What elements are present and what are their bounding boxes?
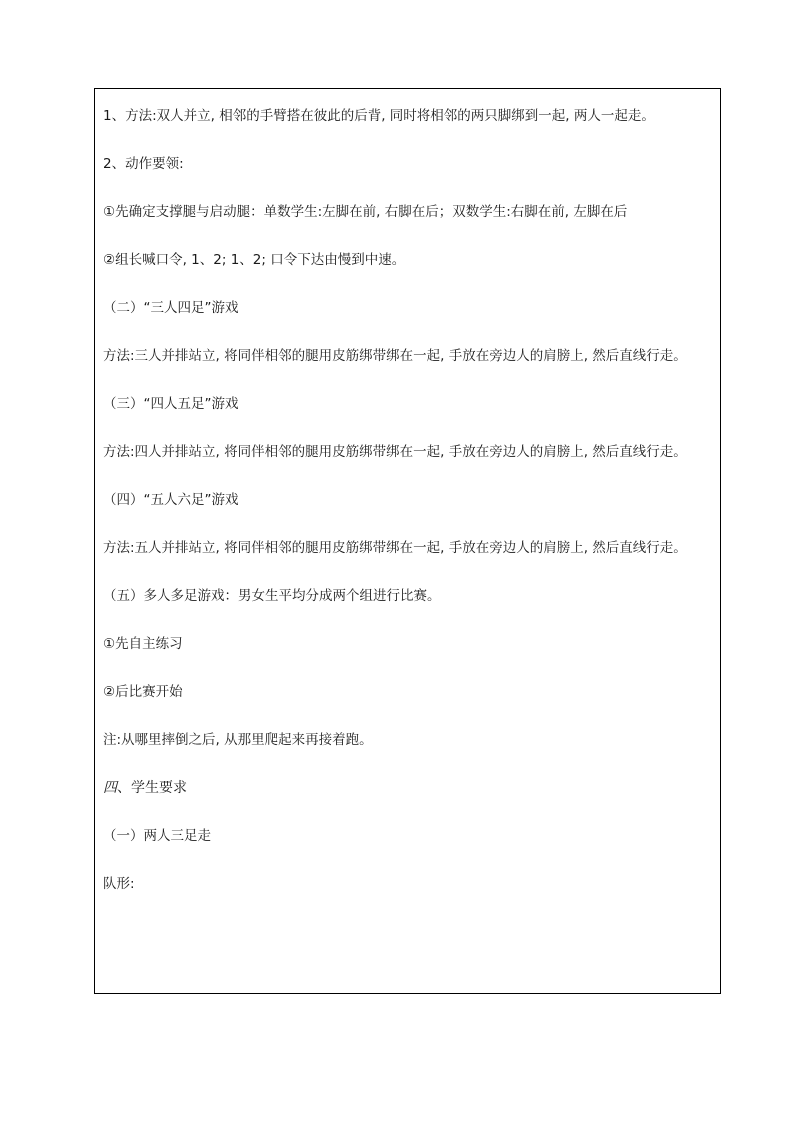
section-three-person-four-feet: （二）“三人四足”游戏 [103, 300, 239, 316]
heading-student-requirements [103, 773, 710, 804]
step-self-practice: ①先自主练习 [103, 636, 183, 652]
action-essentials-label: 2、动作要领: [103, 156, 184, 172]
method-two-person: 1、方法:双人并立, 相邻的手臂搭在彼此的后背, 同时将相邻的两只脚绑到一起, 两人一起走。 [103, 108, 655, 124]
section-two-person-three-feet: （一）两人三足走 [103, 828, 211, 844]
method-four-person: 方法:四人并排站立, 将同伴相邻的腿用皮筋绑带绑在一起, 手放在旁边人的肩膀上, 然后直线行走。 [103, 444, 687, 460]
heading-text: 、学生要求 [117, 780, 187, 796]
heading-number: 四 [103, 780, 117, 796]
note-fall-recover: 注:从哪里摔倒之后, 从那里爬起来再接着跑。 [103, 732, 373, 748]
step-support-leg: ①先确定支撑腿与启动腿：单数学生:左脚在前, 右脚在后；双数学生:右脚在前, 左脚在后 [103, 204, 628, 220]
formation-label: 队形: [103, 876, 135, 892]
step-competition-start: ②后比赛开始 [103, 684, 183, 700]
method-three-person: 方法:三人并排站立, 将同伴相邻的腿用皮筋绑带绑在一起, 手放在旁边人的肩膀上, 然后直线行走。 [103, 348, 687, 364]
section-four-person-five-feet: （三）“四人五足”游戏 [103, 396, 239, 412]
document-content [103, 101, 710, 917]
method-five-person: 方法:五人并排站立, 将同伴相邻的腿用皮筋绑带绑在一起, 手放在旁边人的肩膀上, 然后直线行走。 [103, 540, 687, 556]
step-leader-command: ②组长喊口令, 1、2; 1、2; 口令下达由慢到中速。 [103, 252, 406, 268]
section-five-person-six-feet: （四）“五人六足”游戏 [103, 492, 239, 508]
section-multi-person-game: （五）多人多足游戏：男女生平均分成两个组进行比赛。 [103, 588, 441, 604]
document-table-cell [94, 88, 721, 994]
